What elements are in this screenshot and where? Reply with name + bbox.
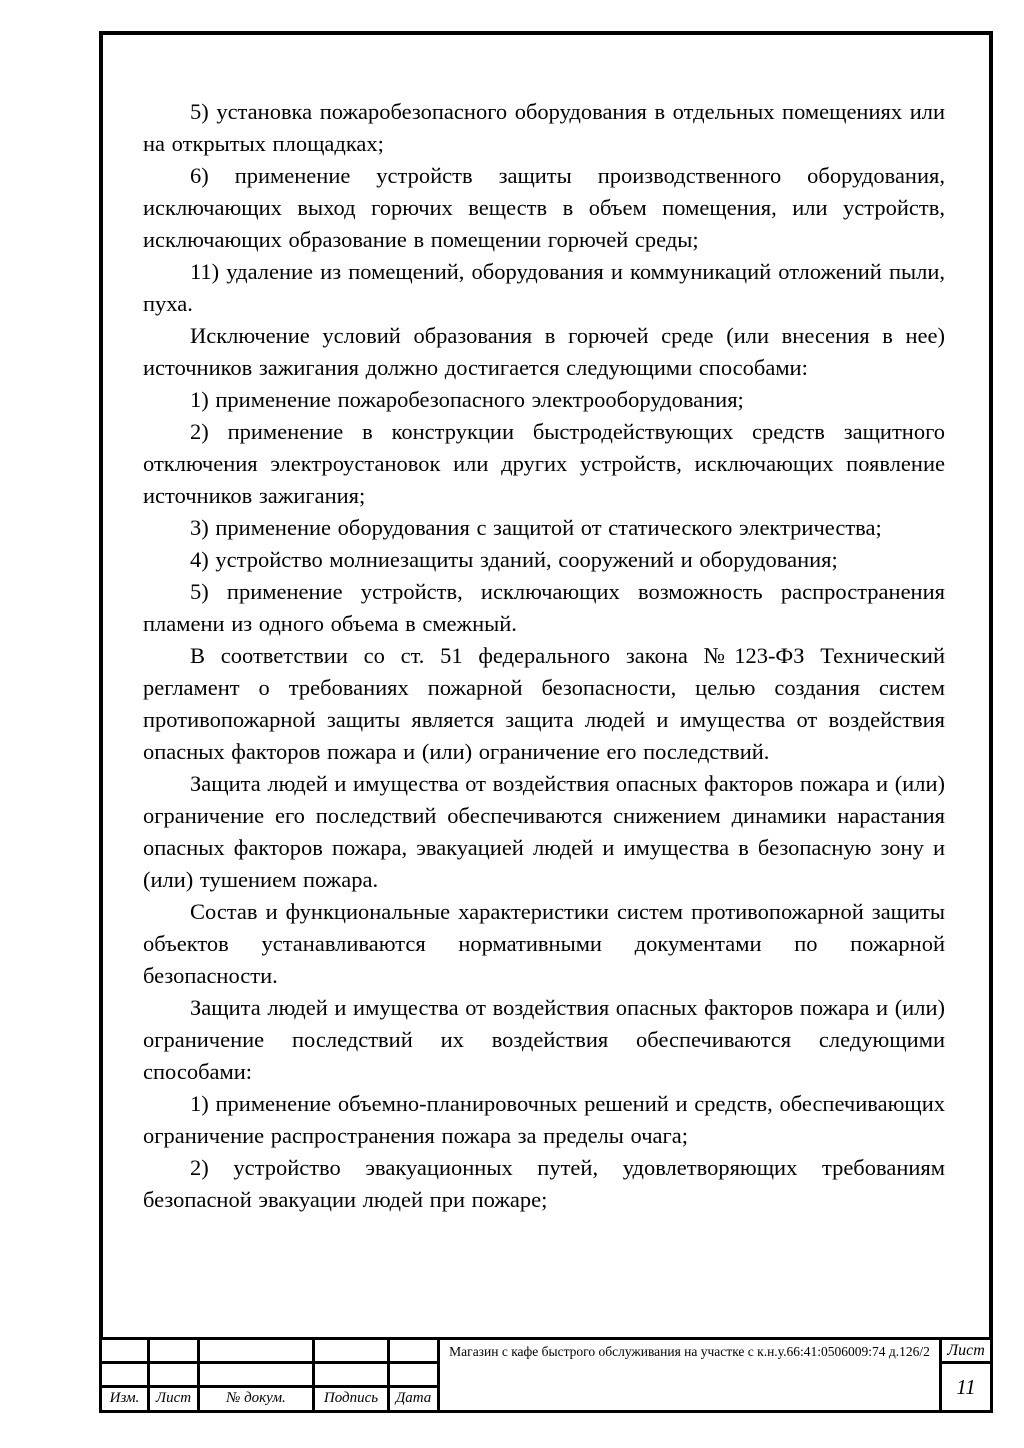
paragraph: В соответствии со ст. 51 федерального закона №123-ФЗ Технический регламент о требованиях пожарной безопасности, целью создания систем противопожарной защиты является защита людей и имущества от воздействия опасных факторов пожара и (или) ограничение его последствий. xyxy=(143,643,945,764)
stamp-empty-cell xyxy=(315,1364,390,1388)
paragraph: Исключение условий образования в горючей среде (или внесения в нее) источников зажигания должно достигается следующими способами: xyxy=(143,323,945,380)
stamp-empty-cell xyxy=(150,1364,200,1388)
stamp-header-izm: Изм. xyxy=(102,1388,150,1410)
paragraph: 2) применение в конструкции быстродействующих средств защитного отключения электроустановок или других устройств, исключающих появление источников зажигания; xyxy=(143,419,945,508)
paragraph: 11) удаление из помещений, оборудования и коммуникаций отложений пыли, пуха. xyxy=(143,259,945,316)
stamp-empty-cell xyxy=(390,1340,440,1364)
stamp-empty-cell xyxy=(315,1340,390,1364)
paragraph: Состав и функциональные характеристики систем противопожарной защиты объектов устанавливаются нормативными документами по пожарной безопасности. xyxy=(143,899,945,988)
stamp-empty-cell xyxy=(200,1340,315,1364)
title-block xyxy=(99,1337,993,1413)
stamp-header-list: Лист xyxy=(150,1388,200,1410)
paragraph: 4) устройство молниезащиты зданий, сооружений и оборудования; xyxy=(190,547,838,572)
paragraph: Защита людей и имущества от воздействия опасных факторов пожара и (или) ограничение последствий их воздействия обеспечиваются следующими способами: xyxy=(143,995,945,1084)
stamp-header-data: Дата xyxy=(390,1388,440,1410)
paragraph: 6) применение устройств защиты производственного оборудования, исключающих выход горючих веществ в объем помещения, или устройств, исключающих образование в помещении горючей среды; xyxy=(143,163,945,252)
stamp-header-podpis: Подпись xyxy=(315,1388,390,1410)
paragraph: Защита людей и имущества от воздействия опасных факторов пожара и (или) ограничение его последствий обеспечиваются снижением динамики нарастания опасных факторов пожара, эвакуацией людей и имущества в безопасную зону и (или) тушением пожара. xyxy=(143,771,945,892)
project-title: Магазин с кафе быстрого обслуживания на участке с к.н.у.66:41:0506009:74 д.126/2 xyxy=(440,1340,942,1410)
stamp-header-ndokum: № докум. xyxy=(200,1388,315,1410)
paragraph: 5) установка пожаробезопасного оборудования в отдельных помещениях или на открытых площадках; xyxy=(143,99,945,156)
stamp-empty-cell xyxy=(150,1340,200,1364)
stamp-empty-cell xyxy=(390,1364,440,1388)
stamp-empty-cell xyxy=(102,1364,150,1388)
paragraph: 5) применение устройств, исключающих возможность распространения пламени из одного объема в смежный. xyxy=(143,579,945,636)
stamp-empty-cell xyxy=(102,1340,150,1364)
sheet-label: Лист xyxy=(942,1340,990,1364)
stamp-empty-cell xyxy=(200,1364,315,1388)
paragraph: 2) устройство эвакуационных путей, удовлетворяющих требованиям безопасной эвакуации людей при пожаре; xyxy=(143,1155,945,1212)
paragraph: 1) применение объемно-планировочных решений и средств, обеспечивающих ограничение распространения пожара за пределы очага; xyxy=(143,1091,945,1148)
document-text-block xyxy=(143,96,945,1216)
paragraph: 1) применение пожаробезопасного электрооборудования; xyxy=(190,387,744,412)
sheet-number: 11 xyxy=(956,1374,976,1399)
paragraph: 3) применение оборудования с защитой от статического электричества; xyxy=(190,515,882,540)
